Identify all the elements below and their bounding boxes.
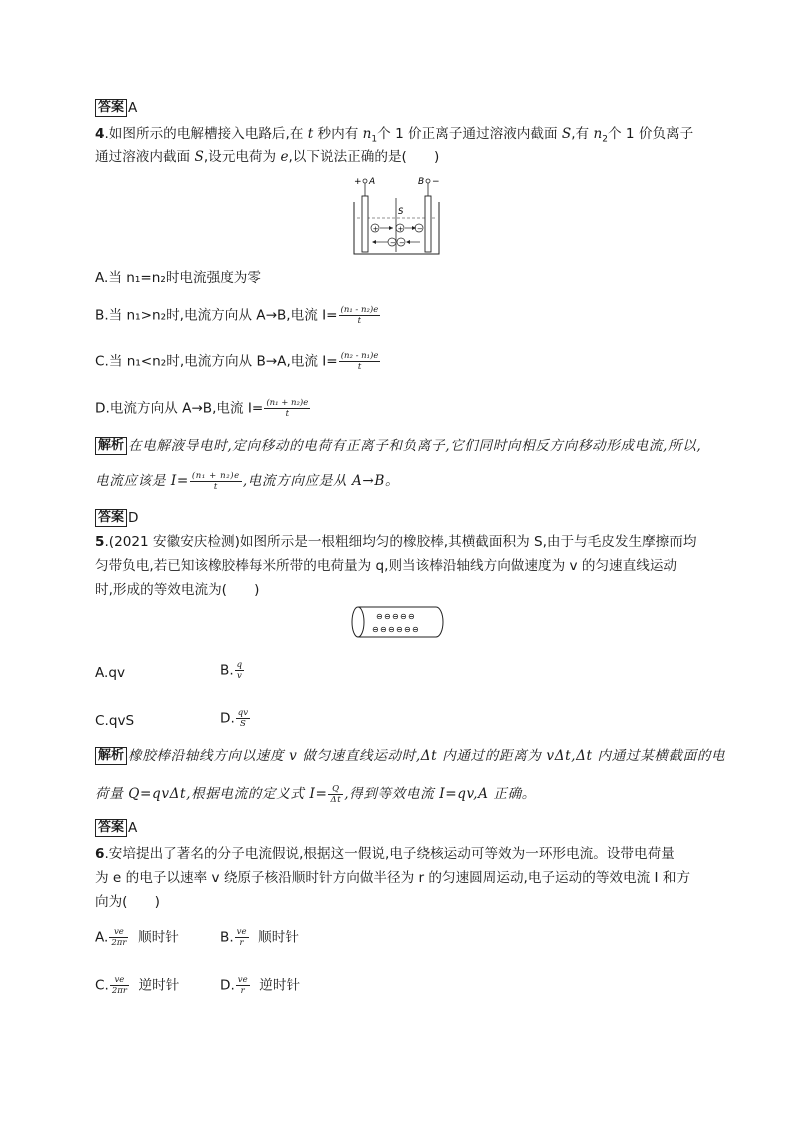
fraction bbox=[190, 471, 242, 492]
fraction bbox=[235, 660, 244, 681]
q4-stem-text: ,有 bbox=[571, 126, 594, 142]
q4-stem-text: ,设元电荷为 bbox=[203, 149, 281, 165]
plus-terminal-label: + bbox=[354, 177, 362, 187]
fraction bbox=[110, 975, 129, 996]
option-text: A. bbox=[95, 929, 109, 946]
q4-stem-text: .如图所示的电解槽接入电路后,在 bbox=[104, 126, 308, 142]
q6-option-d bbox=[220, 975, 300, 996]
option-text: D.电流方向从 A→B,电流 I= bbox=[95, 400, 264, 417]
fraction-denominator: 2πr bbox=[111, 938, 127, 948]
rod-charge: ⊖ bbox=[404, 625, 411, 634]
option-text: B. bbox=[220, 662, 234, 679]
fraction-numerator: ve bbox=[110, 975, 129, 986]
answer-line-q5 bbox=[95, 818, 137, 838]
q6-option-b bbox=[220, 927, 299, 948]
electrode-b-label: B bbox=[418, 177, 425, 187]
fraction bbox=[236, 708, 250, 729]
answer-tag: 答案 bbox=[95, 99, 127, 117]
option-direction: 逆时针 bbox=[259, 977, 301, 994]
fraction-denominator: t bbox=[357, 362, 362, 372]
q4-stem-text: 个 1 价负离子 bbox=[607, 126, 694, 142]
q6-stem-text: 为 e 的电子以速率 v 绕原子核沿顺时针方向做半径为 r 的匀速圆周运动,电子运动的等效电流 I 和方 bbox=[95, 870, 691, 886]
fraction-numerator: ve bbox=[236, 927, 247, 937]
fraction-numerator: ve bbox=[109, 927, 128, 938]
analysis-text: 橡胶棒沿轴线方向以速度 v 做匀速直线运动时,Δt 内通过的距离为 vΔt,Δt 内通过某横截面的电 bbox=[128, 748, 726, 764]
q4-stem-text: 秒内有 bbox=[313, 126, 363, 142]
option-text: C.qvS bbox=[95, 713, 135, 729]
rod-charge: ⊖ bbox=[396, 625, 403, 634]
analysis-text: ,得到等效电流 I=qv,A 正确。 bbox=[344, 786, 537, 802]
cross-section-label: S bbox=[398, 207, 404, 217]
option-text: A.qv bbox=[95, 665, 126, 681]
q6-number: 6 bbox=[95, 846, 105, 862]
fraction bbox=[109, 927, 128, 948]
fraction-numerator: (n₂ - n₁)e bbox=[340, 351, 379, 361]
answer-value: A bbox=[128, 820, 138, 836]
rod-charge-row-2 bbox=[372, 625, 419, 634]
q4-var-t: t bbox=[307, 126, 314, 142]
terminal-a-dot bbox=[363, 179, 367, 183]
electrode-a-label: A bbox=[369, 177, 376, 187]
electrode-a bbox=[362, 196, 368, 252]
q5-stem-line-3 bbox=[95, 580, 259, 600]
q6-option-c bbox=[95, 975, 179, 996]
fraction-denominator: Δt bbox=[330, 795, 342, 805]
rod-end-face bbox=[352, 607, 364, 637]
terminal-b-dot bbox=[426, 179, 430, 183]
q4-stem-text: 个 1 价正离子通过溶液内截面 bbox=[377, 126, 562, 142]
option-text: B. bbox=[220, 929, 234, 946]
q4-var-e: e bbox=[280, 149, 289, 165]
negative-ion-sign: − bbox=[390, 239, 396, 247]
q5-stem-text: 匀带负电,若已知该橡胶棒每米所带的电荷量为 q,则当该棒沿轴线方向做速度为 v 的匀速直线运动 bbox=[95, 558, 678, 574]
q4-analysis-line-1 bbox=[95, 436, 701, 456]
rod-charge-row-1 bbox=[376, 612, 415, 621]
q6-stem-line-3 bbox=[95, 892, 160, 912]
fraction bbox=[236, 975, 250, 996]
fraction-denominator: r bbox=[240, 986, 245, 996]
fraction-numerator: (n₁ + n₂)e bbox=[266, 398, 309, 408]
answer-value: A bbox=[128, 100, 138, 116]
q5-option-d bbox=[220, 708, 251, 729]
q5-analysis-line-1 bbox=[95, 746, 725, 766]
q4-stem-line-2 bbox=[95, 147, 439, 167]
analysis-text: 电流应该是 I= bbox=[95, 473, 189, 489]
q4-sub-1: 1 bbox=[371, 134, 378, 145]
fraction-numerator: q bbox=[236, 660, 243, 670]
option-text: A.当 n₁=n₂时电流强度为零 bbox=[95, 270, 261, 286]
fraction-denominator: r bbox=[239, 938, 244, 948]
rod-charge: ⊖ bbox=[376, 612, 383, 621]
fraction bbox=[339, 305, 381, 326]
fraction-numerator: Q bbox=[328, 784, 343, 795]
q5-stem-text: .(2021 安徽安庆检测)如图所示是一根粗细均匀的橡胶棒,其横截面积为 S,由于与毛皮发生摩擦而均 bbox=[104, 534, 697, 550]
q4-var-n2: n bbox=[593, 126, 603, 142]
option-text: C.当 n₁<n₂时,电流方向从 B→A,电流 I= bbox=[95, 353, 338, 370]
rod-charge: ⊖ bbox=[392, 612, 399, 621]
rod-charge: ⊖ bbox=[384, 612, 391, 621]
rod-charge: ⊖ bbox=[388, 625, 395, 634]
fraction bbox=[264, 398, 310, 419]
answer-value: D bbox=[128, 510, 139, 526]
rod-charge: ⊖ bbox=[372, 625, 379, 634]
q5-stem-line-2 bbox=[95, 556, 677, 576]
q5-option-b bbox=[220, 660, 245, 681]
analysis-text: 荷量 Q=qvΔt,根据电流的定义式 I= bbox=[95, 786, 328, 802]
positive-ion-sign: + bbox=[397, 225, 404, 233]
fraction-denominator: t bbox=[357, 316, 362, 326]
q4-var-S: S bbox=[561, 126, 572, 142]
q5-stem-line-1 bbox=[95, 532, 696, 552]
negative-ion-arrowhead bbox=[372, 240, 376, 244]
q6-stem-line-1 bbox=[95, 844, 675, 864]
negative-ion-sign: − bbox=[417, 225, 423, 233]
q4-stem-text: ,以下说法正确的是( ) bbox=[288, 149, 440, 165]
q5-number: 5 bbox=[95, 534, 105, 550]
fraction bbox=[339, 351, 381, 372]
analysis-tag: 解析 bbox=[95, 747, 127, 765]
fraction-numerator: (n₁ - n₂)e bbox=[340, 305, 379, 315]
fraction-denominator: t bbox=[213, 482, 218, 492]
fraction bbox=[235, 927, 249, 948]
q4-stem-text: 通过溶液内截面 bbox=[95, 149, 195, 165]
negative-ion-sign: − bbox=[399, 239, 405, 247]
q4-option-c bbox=[95, 351, 381, 372]
rod-charge: ⊖ bbox=[412, 625, 419, 634]
rod-charge: ⊖ bbox=[380, 625, 387, 634]
analysis-text: 在电解液导电时,定向移动的电荷有正离子和负离子,它们同时向相反方向移动形成电流,所以, bbox=[128, 438, 702, 454]
answer-line-1 bbox=[95, 98, 137, 118]
analysis-text: ,电流方向应是从 A→B。 bbox=[242, 473, 400, 489]
rod-charge: ⊖ bbox=[400, 612, 407, 621]
rod-charge: ⊖ bbox=[408, 612, 415, 621]
answer-tag: 答案 bbox=[95, 509, 127, 527]
fraction-numerator: ve bbox=[237, 975, 248, 985]
answer-tag: 答案 bbox=[95, 819, 127, 837]
electrode-b bbox=[425, 196, 431, 252]
q4-stem-line-1 bbox=[95, 124, 693, 150]
positive-ion-sign: + bbox=[372, 225, 379, 233]
fraction bbox=[328, 784, 343, 805]
fraction-denominator: 2πr bbox=[111, 986, 127, 996]
q5-option-c bbox=[95, 711, 134, 731]
minus-terminal-label: − bbox=[432, 177, 440, 187]
q4-option-b bbox=[95, 305, 381, 326]
q4-var-n1: n bbox=[362, 126, 372, 142]
q6-option-a bbox=[95, 927, 179, 948]
fraction-numerator: qv bbox=[237, 708, 249, 718]
fraction-denominator: v bbox=[236, 671, 242, 681]
q6-stem-text: 向为( ) bbox=[95, 894, 160, 910]
option-text: D. bbox=[220, 977, 235, 994]
negative-ion-arrowhead bbox=[406, 240, 410, 244]
fraction-denominator: S bbox=[240, 719, 246, 729]
fraction-denominator: t bbox=[285, 409, 290, 419]
fraction-numerator: (n₁ + n₂)e bbox=[191, 471, 240, 481]
electrolytic-cell-figure bbox=[348, 174, 448, 258]
option-direction: 逆时针 bbox=[138, 977, 180, 994]
q5-analysis-line-2 bbox=[95, 784, 536, 805]
q4-var-S: S bbox=[194, 149, 204, 165]
q4-number: 4 bbox=[95, 126, 105, 142]
q4-analysis-line-2 bbox=[95, 471, 399, 492]
option-text: C. bbox=[95, 977, 109, 994]
q6-stem-text: .安培提出了著名的分子电流假说,根据这一假说,电子绕核运动可等效为一环形电流。设带电荷量 bbox=[104, 846, 675, 862]
analysis-tag: 解析 bbox=[95, 437, 127, 455]
q5-option-a bbox=[95, 663, 125, 683]
option-text: D. bbox=[220, 710, 235, 727]
q4-option-a bbox=[95, 268, 261, 288]
option-text: B.当 n₁>n₂时,电流方向从 A→B,电流 I= bbox=[95, 307, 338, 324]
q5-stem-text: 时,形成的等效电流为( ) bbox=[95, 582, 260, 598]
q4-sub-2: 2 bbox=[602, 134, 608, 145]
option-direction: 顺时针 bbox=[258, 929, 299, 946]
q6-stem-line-2 bbox=[95, 868, 690, 888]
rubber-rod-figure bbox=[350, 604, 446, 640]
option-direction: 顺时针 bbox=[138, 929, 179, 946]
positive-ion-arrowhead bbox=[389, 226, 393, 230]
answer-line-q4 bbox=[95, 508, 138, 528]
q4-option-d bbox=[95, 398, 311, 419]
